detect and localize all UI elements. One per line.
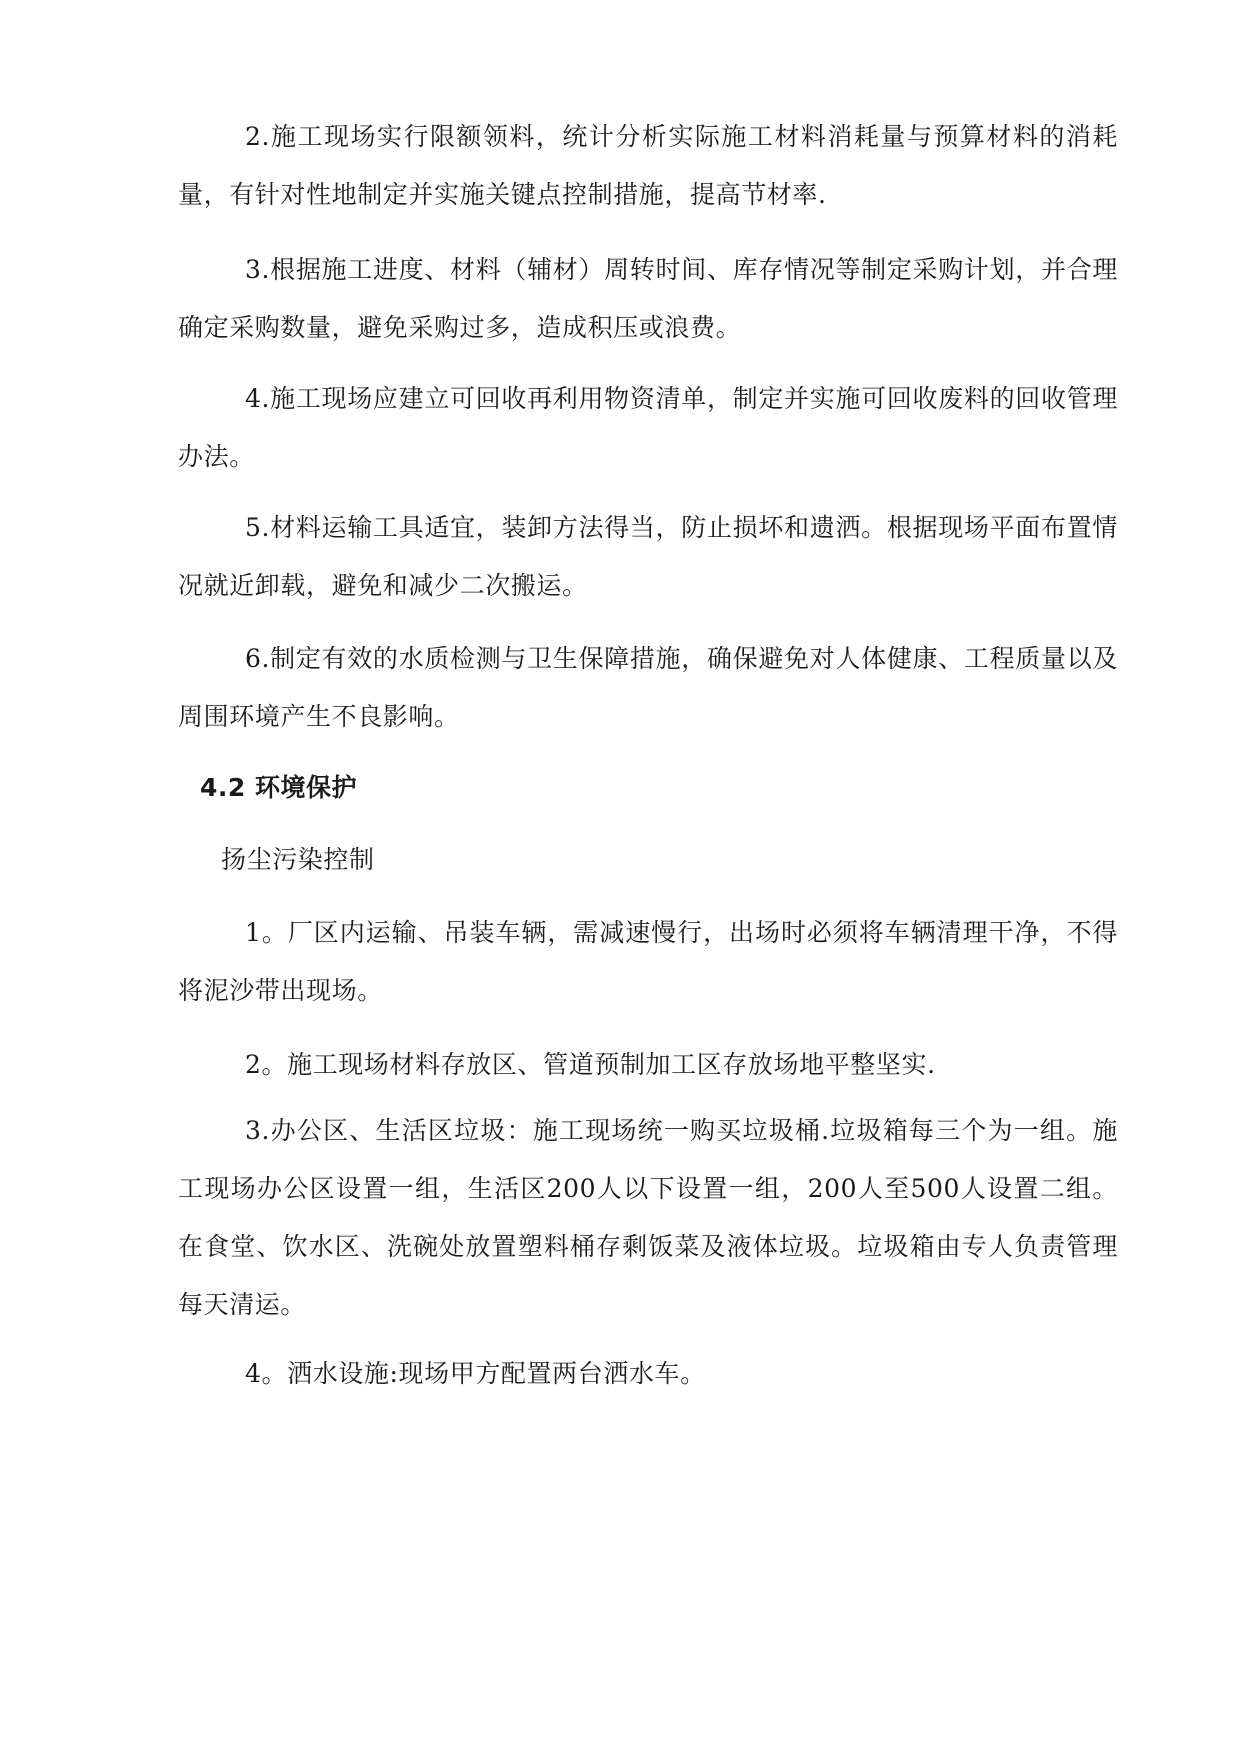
section-subheading: 扬尘污染控制 [221,845,375,874]
section-heading: 4.2 环境保护 [200,773,357,802]
paragraph-vehicle-cleaning: 1。厂区内运输、吊装车辆，需减速慢行，出场时必须将车辆清理干净，不得将泥沙带出现场。 [178,918,1118,1005]
paragraph-recycling: 4.施工现场应建立可回收再利用物资清单，制定并实施可回收废料的回收管理办法。 [178,384,1118,471]
paragraph-procurement-plan: 3.根据施工进度、材料（辅材）周转时间、库存情况等制定采购计划，并合理确定采购数量，避免采购过多，造成积压或浪费。 [178,255,1118,342]
paragraph-transport: 5.材料运输工具适宜，装卸方法得当，防止损坏和遗洒。根据现场平面布置情况就近卸载，避免和减少二次搬运。 [178,513,1118,600]
paragraph-garbage: 3.办公区、生活区垃圾：施工现场统一购买垃圾桶.垃圾箱每三个为一组。施工现场办公区设置一组，生活区200人以下设置一组，200人至500人设置二组。在食堂、饮水区、洗碗处放置塑料桶存剩饭菜及液体垃圾。垃圾箱由专人负责管理每天清运。 [178,1116,1118,1319]
paragraph-storage-area: 2。施工现场材料存放区、管道预制加工区存放场地平整坚实. [245,1050,936,1079]
paragraph-sprinkler: 4。洒水设施:现场甲方配置两台洒水车。 [245,1359,706,1388]
paragraph-water-quality: 6.制定有效的水质检测与卫生保障措施，确保避免对人体健康、工程质量以及周围环境产生不良影响。 [178,644,1118,731]
paragraph-material-quota: 2.施工现场实行限额领料，统计分析实际施工材料消耗量与预算材料的消耗量，有针对性地制定并实施关键点控制措施，提高节材率. [178,122,1118,209]
